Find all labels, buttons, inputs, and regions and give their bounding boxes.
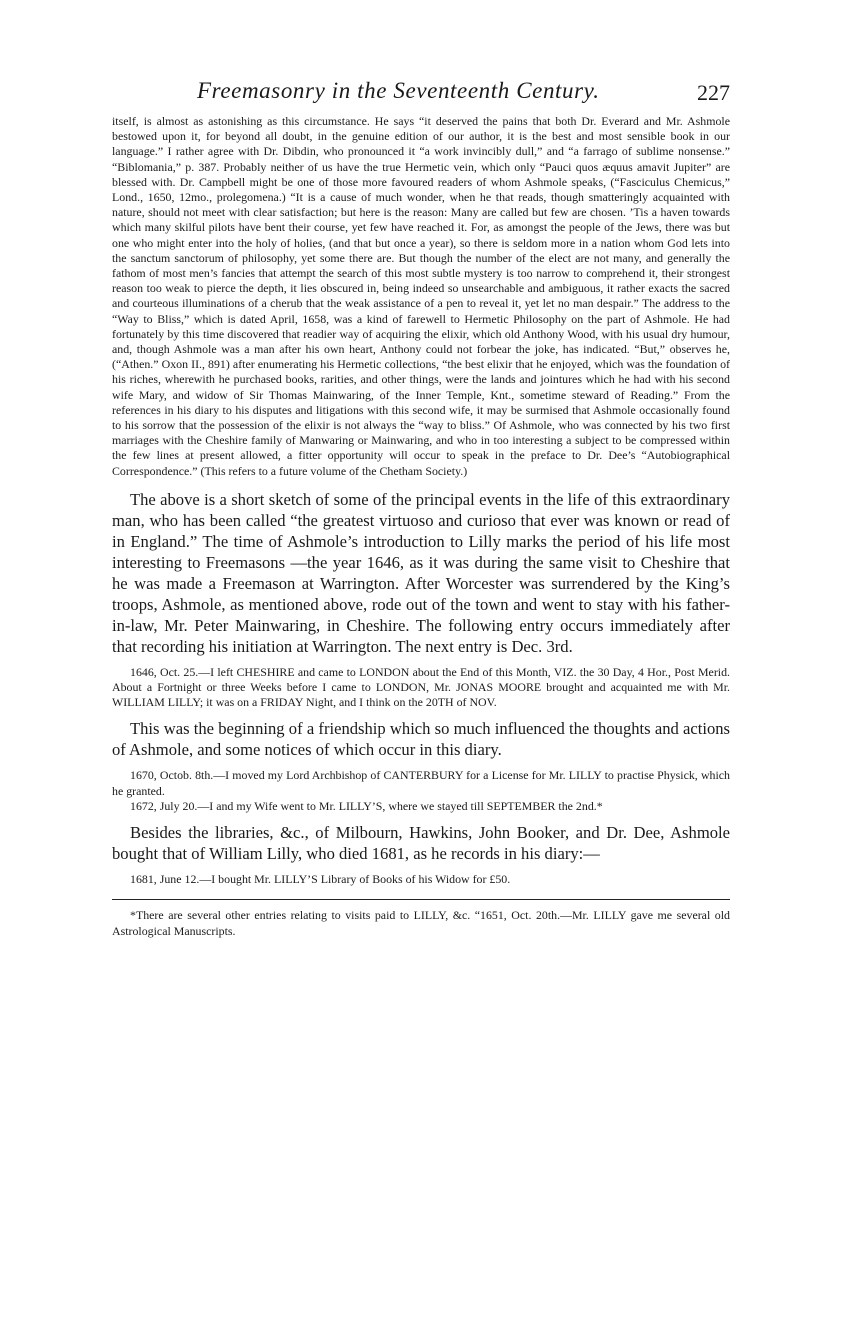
diary-entry-1646: 1646, Oct. 25.—I left CHESHIRE and came to LONDON about the End of this Month, VIZ. the 30 Day, 4 Hor., Post Merid. About a Fortnight or three Weeks before I came to LONDON, Mr. JONAS MOORE brought and acquainted me with Mr. WILLIAM LILLY; it was on a FRIDAY Night, and I think on the 20TH of NOV. xyxy=(112,664,730,710)
page-header xyxy=(112,78,730,114)
sketch-paragraph: The above is a short sketch of some of the principal events in the life of this extraordinary man, who has been called “the greatest virtuoso and curioso that ever was known or read of in England.” The time of Ashmole’s introduction to Lilly marks the period of his life most interesting to Freemasons —the year 1646, as it was during the same visit to Cheshire that he was made a Freemason at Warrington. After Worcester was surrendered by the King’s troops, Ashmole, as mentioned above, rode out of the town and went to stay with his father-in-law, Mr. Peter Mainwaring, in Cheshire. The following entry occurs immediately after that recording his initiation at Warrington. The next entry is Dec. 3rd. xyxy=(112,489,730,656)
diary-entry-1670: 1670, Octob. 8th.—I moved my Lord Archbishop of CANTERBURY for a License for Mr. LILLY to practise Physick, which he granted. xyxy=(112,768,730,798)
book-page xyxy=(112,78,730,939)
diary-entry-1681: 1681, June 12.—I bought Mr. LILLY’S Library of Books of his Widow for £50. xyxy=(130,872,511,887)
running-title: Freemasonry in the Seventeenth Century. xyxy=(197,78,600,103)
diary-entry-1672: 1672, July 20.—I and my Wife went to Mr. LILLY’S, where we stayed till SEPTEMBER the 2nd.* xyxy=(130,798,603,813)
libraries-paragraph: Besides the libraries, &c., of Milbourn, Hawkins, John Booker, and Dr. Dee, Ashmole bought that of William Lilly, who died 1681, as he records in his diary:— xyxy=(112,823,730,864)
footnote-divider xyxy=(112,899,730,900)
friendship-paragraph: This was the beginning of a friendship which so much influenced the thoughts and actions of Ashmole, and some notices of which occur in this diary. xyxy=(112,719,730,760)
page-number: 227 xyxy=(697,80,730,105)
intro-note-paragraph: itself, is almost as astonishing as this circumstance. He says “it deserved the pains that both Dr. Everard and Mr. Ashmole bestowed upon it, for beyond all doubt, in the genuine edition of our author, it is the best and most sensible book in our language.” I rather agree with Dr. Dibdin, who pronounced it “a work invincibly dull,” and “a farrago of sublime nonsense.” “Biblomania,” p. 387. Probably neither of us have the true Hermetic vein, which only “Pauci quos æquus amavit Jupiter” are blessed with. Dr. Campbell might be one of those more favoured readers of whom Ashmole speaks, (“Fasciculus Chemicus,” Lond., 1650, 12mo., prolegomena.) “It is a cause of much wonder, when he that reads, though smatteringly acquainted with nature, should not meet with clear satisfaction; but here is the reason: Many are called but few are chosen. ’Tis a haven towards which many skilful pilots have bent their course, yet few have reached it. For, as amongst the people of the Jews, there was but one who might enter into the holy of holies, (and that but once a year), so there is seldom more in a nation whom God lets into the sanctum sanctorum of philosophy, yet some there are. But though the number of the elect are not many, and generally the fathom of most men’s fancies that attempt the search of this most subtle mystery is too narrow to comprehend it, their strongest reason too weak to pierce the depth, it lies obscured in, being indeed so unsearchable and ambiguous, it rather exacts the sacred and courteous illuminations of a cherub that the weak assistance of a pen to reveal it, yet let no man despair.” The address to the “Way to Bliss,” which is dated April, 1658, was a kind of farewell to Hermetic Philosophy on the part of Ashmole. He had fortunately by this time discovered that readier way of acquiring the elixir, which old Anthony Wood, with his usual dry humour, and, though Ashmole was a man after his own heart, Anthony could not forbear the joke, has indicated. “But,” observes he, (“Athen.” Oxon II., 891) after enumerating his Hermetic collections, “the best elixir that he enjoyed, which was the foundation of his riches, wherewith he purchased books, rarities, and other things, were the lands and jointures which he had with his second wife Mary, and widow of Sir Thomas Mainwaring, of the Inner Temple, Knt., sometime steward of Reading.” From the references in his diary to his disputes and litigations with this second wife, it may be surmised that Ashmole occasionally found to his sorrow that the possession of the elixir is not always the “way to bliss.” Of Ashmole, who was connected by his two first marriages with the Cheshire family of Manwaring or Mainwaring, and who in too interesting a subject to be compressed within the few lines at present allowed, a fitter opportunity will occur to speak in the preface to Dr. Dee’s “Autobiographical Correspondence.” (This refers to a future volume of the Chetham Society.) xyxy=(112,114,730,478)
footnote: *There are several other entries relating to visits paid to LILLY, &c. “1651, Oct. 20th.—Mr. LILLY gave me several old Astrological Manuscripts. xyxy=(112,908,730,938)
